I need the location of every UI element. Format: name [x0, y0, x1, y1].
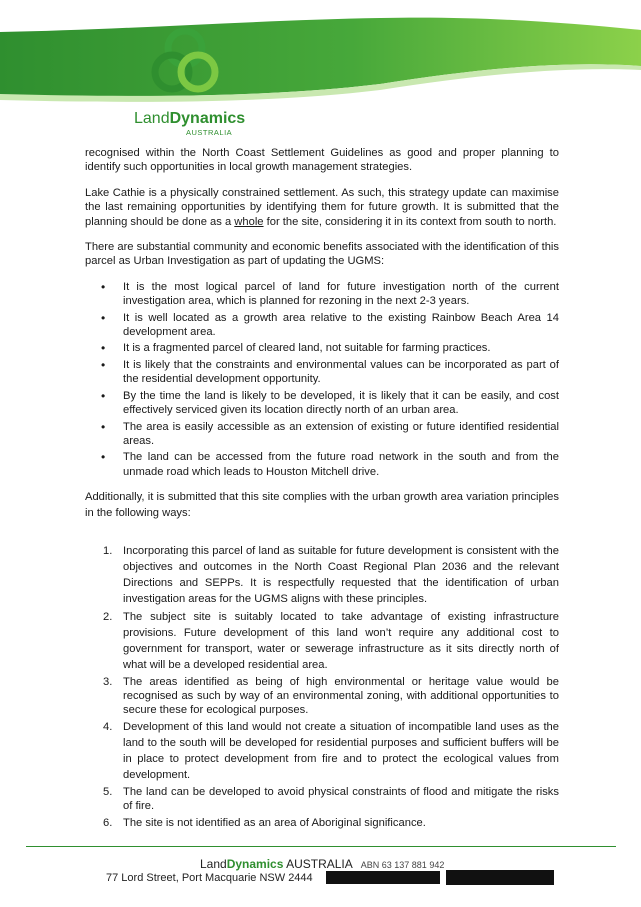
list-item: • It is the most logical parcel of land for future investigation north of the current investigation area, which is planned for rezoning in the next 2-3 years.	[123, 280, 559, 309]
item-text: The areas identified as being of high environmental or heritage value would be recognised as such by way of an environmental zoning, with additional opportunities to secure these for ecological purposes.	[123, 676, 559, 717]
list-item: • It is well located as a growth area relative to the existing Rainbow Beach Area 14 development area.	[123, 311, 559, 340]
list-item	[103, 785, 559, 813]
brand-subtitle: AUSTRALIA	[186, 128, 233, 137]
item-text: Incorporating this parcel of land as suitable for future development is consistent with the objectives and outcomes in the North Coast Regional Plan 2036 and the relevant Directions and SEPPs. It is respectfully requested that the identification of urban investigation areas for the UGMS aligns with these principles.	[123, 545, 559, 606]
paragraph-2-end: for the site, considering it in its context from south to north.	[263, 215, 557, 228]
paragraph-4: Additionally, it is submitted that this site complies with the urban growth area variation principles in the following ways:	[85, 491, 559, 520]
list-item: • The land can be accessed from the future road network in the south and from the unmade road which leads to Houston Mitchell drive.	[123, 450, 559, 479]
footer-brand-dynamics: Dynamics	[226, 857, 284, 871]
triquetra-knot-icon	[150, 26, 220, 102]
item-number: 2.	[103, 611, 113, 624]
benefits-list	[85, 280, 559, 479]
paragraph-1: recognised within the North Coast Settlement Guidelines as good and proper planning to identify such opportunities in local growth management strategies.	[85, 147, 559, 174]
list-item	[103, 609, 559, 673]
principles-list	[85, 543, 559, 831]
list-item	[103, 719, 559, 783]
item-number: 1.	[103, 545, 113, 558]
paragraph-3: There are substantial community and economic benefits associated with the identification of this parcel as Urban Investigation as part of updating the UGMS:	[85, 241, 559, 268]
footer-address: 77 Lord Street, Port Macquarie NSW 2444	[106, 872, 313, 884]
item-number: 3.	[103, 676, 113, 689]
item-number: 5.	[103, 786, 113, 799]
underlined-word: whole	[234, 215, 264, 228]
item-text: The site is not identified as an area of Aboriginal significance.	[123, 817, 426, 830]
footer-brand-australia: AUSTRALIA	[283, 857, 353, 871]
footer-divider	[26, 846, 616, 847]
list-item: • It is a fragmented parcel of cleared land, not suitable for farming practices.	[123, 341, 559, 355]
item-text: The land can be developed to avoid physical constraints of flood and mitigate the risks of fire.	[123, 786, 559, 813]
item-text: The subject site is suitably located to take advantage of existing infrastructure provisions. Future development of this land won’t require any additional cost to government for transport, water or sewerage infrastructure as it sits directly north of what will be a developed residential area.	[123, 611, 559, 672]
document-body	[85, 146, 559, 833]
item-text: Development of this land would not create a situation of incompatible land uses as the land to the south will be developed for residential purposes and sufficient buffers will be in place to protect development from fire and to protect the ecological values from development.	[123, 721, 559, 782]
paragraph-2-start: Lake Cathie is a physically constrained settlement. As such, this strategy update can maximise the last remaining opportunities by identifying them for future growth. It is submitted that the planning should be done as a	[85, 186, 559, 228]
footer-brand	[200, 857, 444, 871]
list-item	[103, 815, 559, 831]
brand-dynamics: Dynamics	[169, 110, 246, 127]
list-item: • By the time the land is likely to be developed, it is likely that it can be easily, and cost effectively serviced given its location directly north of an urban area.	[123, 389, 559, 418]
item-number: 4.	[103, 721, 113, 734]
list-item: • It is likely that the constraints and environmental values can be incorporated as part of the residential development opportunity.	[123, 358, 559, 387]
footer-abn: ABN 63 137 881 942	[360, 860, 445, 870]
item-number: 6.	[103, 817, 113, 830]
redaction-block	[446, 870, 554, 885]
brand-land: Land	[134, 110, 170, 127]
redaction-block	[326, 871, 440, 884]
paragraph-2	[85, 186, 559, 229]
header-banner	[0, 0, 641, 150]
brand-logotype	[134, 110, 245, 128]
list-item	[103, 543, 559, 607]
list-item: • The area is easily accessible as an extension of existing or future identified residential areas.	[123, 420, 559, 449]
list-item	[103, 675, 559, 717]
footer-brand-land: Land	[200, 857, 227, 871]
